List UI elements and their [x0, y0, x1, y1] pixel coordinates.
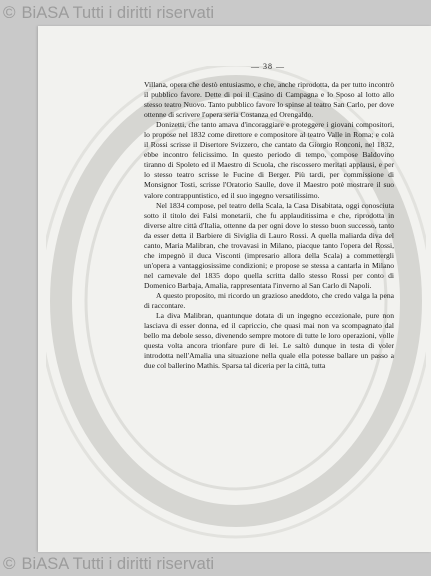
page-text — [144, 80, 394, 560]
paragraph-1: Villana, opera che destò entusiasmo, e che, anche riprodotta, da per tutto incontrò il pubblico favore. Dette di poi il Casino di Campagna e lo Sposo al lotto allo stesso teatro Nuovo. Tanto pubblico favore lo spinse al teatro San Carlo, per dove ottenne di scrivere l'opera seria Costanza ed Orengaldo. — [144, 80, 394, 120]
paragraph-3: Nel 1834 compose, pel teatro della Scala, la Casa Disabitata, oggi conosciuta sotto il titolo dei Falsi monetarii, che fu applauditissima e che, riprodotta in diverse altre città d'Italia, ottenne da per ogni dove lo stesso buon successo, tanto da esser detta il Barbiere di Siviglia di Lauro Rossi. A quella maliarda diva del canto, Maria Malibran, che trovavasi in Milano, piacque tanto l'opera del Rossi, che impegnò il duca Visconti (impresario allora della Scala) a commettergli un'opera a vantaggiosissime condizioni; e propose se stessa a cantarla in Milano nel carnevale del 1835 dopo quella scritta dallo stesso Rossi per conto di Domenico Barbaja, Amalia, rappresentata l'inverno al San Carlo di Napoli. — [144, 200, 394, 290]
watermark-text-top: BiASA Tutti i diritti riservati — [21, 4, 215, 22]
page-number: — 38 — — [251, 62, 285, 71]
watermark-banner-bottom — [0, 553, 431, 575]
watermark-banner-top — [0, 2, 431, 24]
paragraph-5: La diva Malibran, quantunque dotata di un ingegno eccezionale, pure non lasciava di esser donna, ed il capriccio, che quasi mai non va scompagnato dal bello ma debole sesso, divenendo sempre motore di tutte le loro operazioni, volle questa volta ancora trionfare pure di lei. Le saltò dunque in testa di voler introdotta nell'Amalia una situazione nella quale ella potesse ballare un passo a due col ballerino Mathis. Sparsa tal diceria per la città, tutta — [144, 311, 394, 371]
copyright-icon: © — [3, 3, 16, 22]
paragraph-4: A questo proposito, mi ricordo un grazioso aneddoto, che credo valga la pena di raccontare. — [144, 290, 394, 311]
copyright-icon: © — [3, 554, 16, 573]
paragraph-2: Donizetti, che tanto amava d'incoraggiare e proteggere i giovani compositori, lo propose nel 1832 come direttore e compositore al teatro Valle in Roma; e colà il Rossi scrisse il Disertore Svizzero, che cantato da Giorgio Ronconi, nel 1832, ebbe incontro felicissimo. In questo periodo di tempo, compose Baldovino tiranno di Spoleto ed il Maestro di Scuola, che riscossero meritati applausi, e per lo stesso teatro scrisse le Fucine di Berger. Più tardi, per commissione di Monsignor Tosti, scrisse l'Oratorio Saulle, dove il Maestro potè mostrare il suo valore contrappuntistico, ed il suo ingegno versatilissimo. — [144, 120, 394, 200]
watermark-text-bottom: BiASA Tutti i diritti riservati — [21, 555, 215, 573]
